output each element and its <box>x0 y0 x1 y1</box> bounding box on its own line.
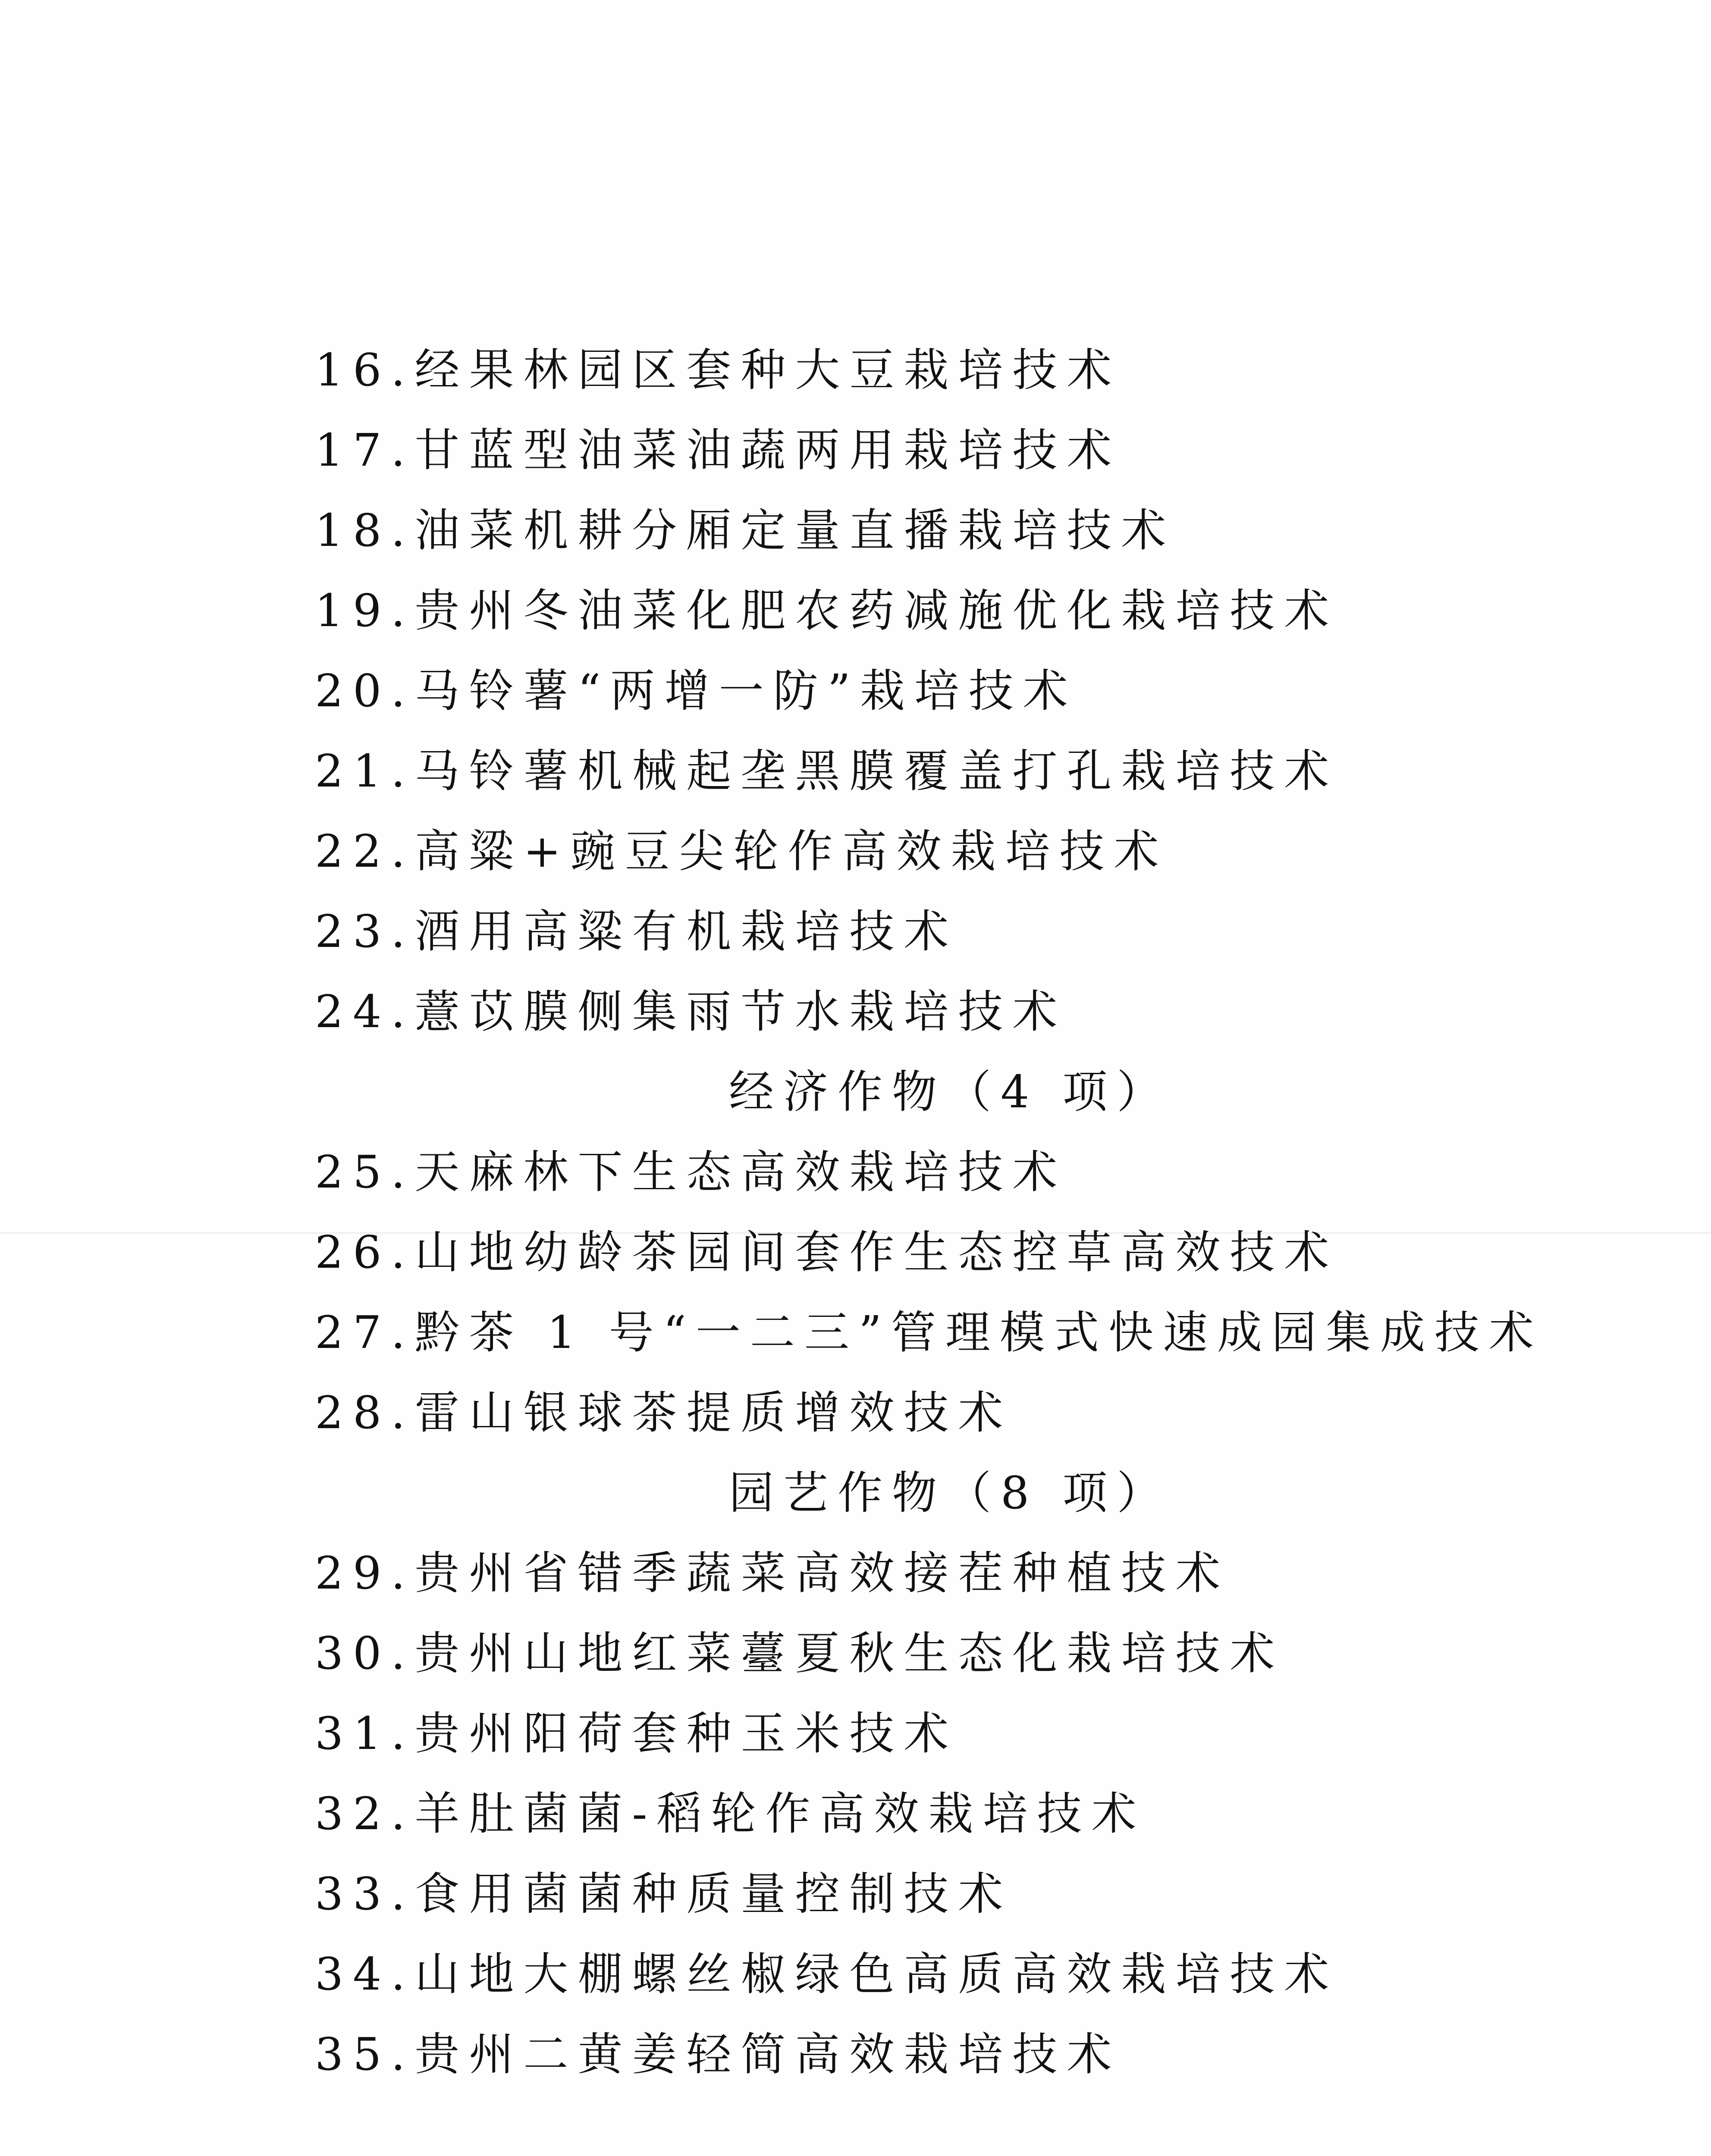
list-item: 31.贵州阳荷套种玉米技术 <box>315 1707 958 1760</box>
list-item: 26.山地幼龄茶园间套作生态控草高效技术 <box>315 1226 1339 1279</box>
list-item: 34.山地大棚螺丝椒绿色高质高效栽培技术 <box>315 1948 1339 2000</box>
list-item: 16.经果林园区套种大豆栽培技术 <box>315 344 1121 396</box>
list-item: 29.贵州省错季蔬菜高效接茬种植技术 <box>315 1547 1230 1599</box>
list-item: 35.贵州二黄姜轻简高效栽培技术 <box>315 2028 1121 2081</box>
list-item: 21.马铃薯机械起垄黑膜覆盖打孔栽培技术 <box>315 745 1339 797</box>
list-item: 23.酒用高粱有机栽培技术 <box>315 905 958 958</box>
list-item: 24.薏苡膜侧集雨节水栽培技术 <box>315 985 1067 1038</box>
technology-list <box>315 330 1609 2094</box>
list-item: 18.油菜机耕分厢定量直播栽培技术 <box>315 504 1176 557</box>
section-heading: 经济作物（4 项） <box>729 1065 1171 1118</box>
section-heading: 园艺作物（8 项） <box>729 1467 1171 1519</box>
list-item: 30.贵州山地红菜薹夏秋生态化栽培技术 <box>315 1627 1284 1680</box>
list-item: 25.天麻林下生态高效栽培技术 <box>315 1146 1067 1198</box>
list-item: 33.食用菌菌种质量控制技术 <box>315 1868 1013 1920</box>
list-item: 22.高粱+豌豆尖轮作高效栽培技术 <box>315 825 1168 877</box>
list-item: 32.羊肚菌菌-稻轮作高效栽培技术 <box>315 1787 1146 1840</box>
list-item: 17.甘蓝型油菜油蔬两用栽培技术 <box>315 424 1121 476</box>
list-item: 28.雷山银球茶提质增效技术 <box>315 1386 1013 1439</box>
list-item: 20.马铃薯“两增一防”栽培技术 <box>315 664 1077 717</box>
list-item: 27.黔茶 1 号“一二三”管理模式快速成园集成技术 <box>315 1306 1544 1359</box>
list-item: 19.贵州冬油菜化肥农药减施优化栽培技术 <box>315 584 1339 637</box>
